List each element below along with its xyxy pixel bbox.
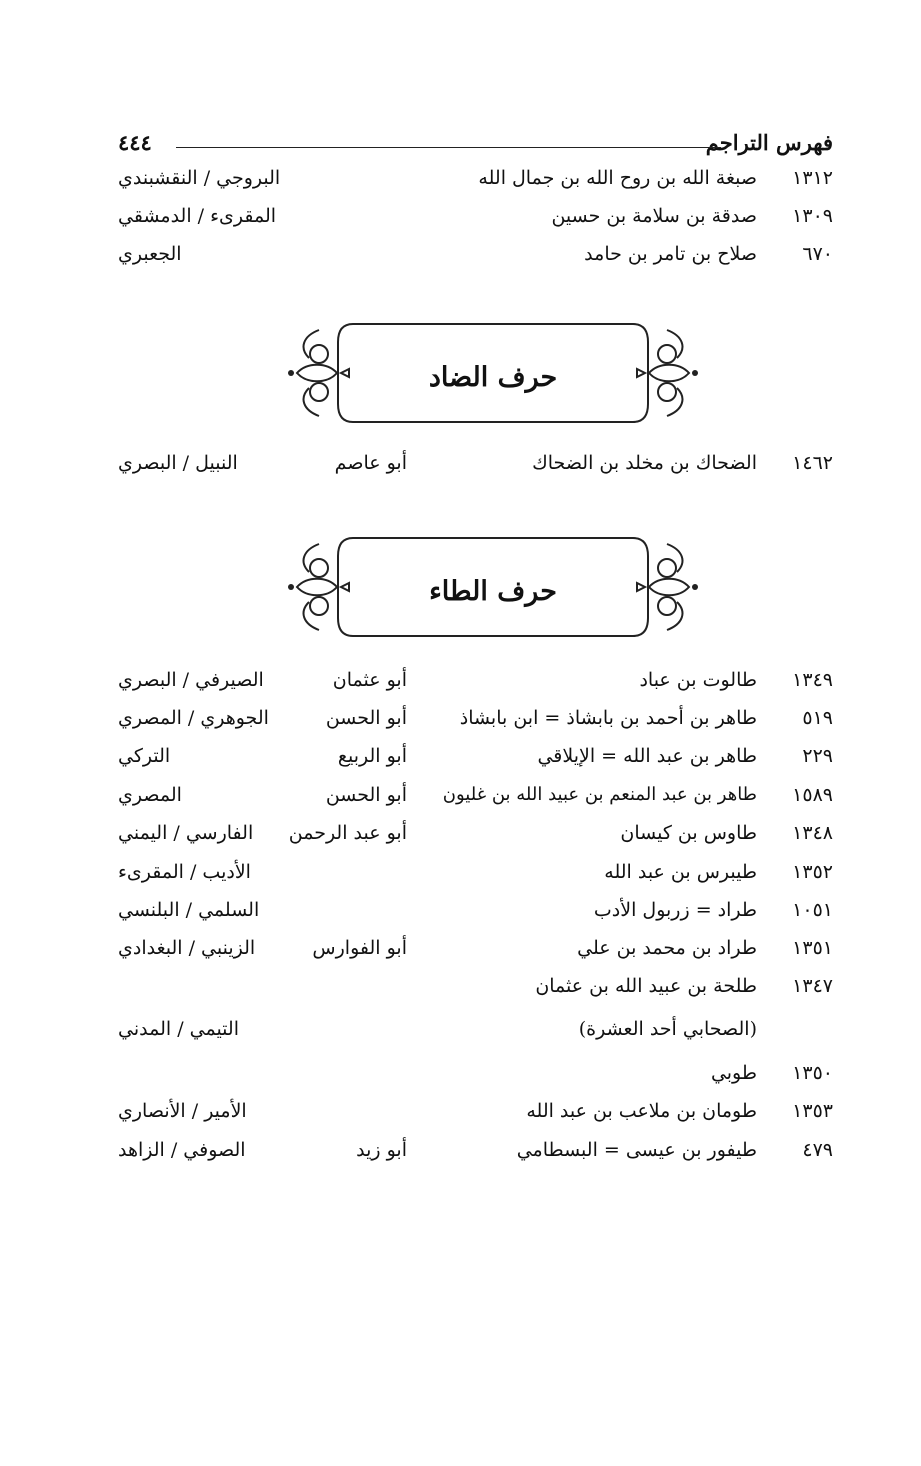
entry-nisba: المقرىء / الدمشقي <box>118 205 277 227</box>
entry-nisba: التيمي / المدني <box>118 1018 239 1040</box>
entry-number: ١٣١٢ <box>792 167 833 189</box>
index-entry <box>118 1062 833 1096</box>
entry-number: ١٣٤٨ <box>792 822 833 844</box>
section-title: حرف الطاء <box>429 576 557 607</box>
entry-number: ٦٧٠ <box>802 243 833 265</box>
entry-name: صلاح بن تامر بن حامد <box>584 243 757 265</box>
entry-name: طلحة بن عبيد الله بن عثمان <box>535 975 757 997</box>
entry-name: طاهر بن أحمد بن بابشاذ = ابن بابشاذ <box>459 707 757 729</box>
entry-name: طيبرس بن عبد الله <box>604 861 757 883</box>
entry-kunya: أبو الحسن <box>325 784 407 806</box>
entry-name: طراد بن محمد بن علي <box>577 937 757 959</box>
entry-name: طاوس بن كيسان <box>620 822 757 844</box>
entry-number: ٢٢٩ <box>802 745 833 767</box>
index-entry <box>118 784 833 818</box>
entry-nisba: الأمير / الأنصاري <box>118 1100 247 1122</box>
index-entry <box>118 243 833 277</box>
section-heading-ta <box>283 532 703 642</box>
index-entry <box>118 899 833 933</box>
entry-number: ١٤٦٢ <box>792 452 833 474</box>
entry-nisba: البروجي / النقشبندي <box>118 167 281 189</box>
entry-nisba: الجعبري <box>118 243 182 265</box>
entry-nisba: الصوفي / الزاهد <box>118 1139 246 1161</box>
index-entry <box>118 167 833 201</box>
entry-name: طاهر بن عبد الله = الإيلاقي <box>537 745 757 767</box>
entry-name: صدقة بن سلامة بن حسين <box>551 205 757 227</box>
entry-number: ١٣٠٩ <box>792 205 833 227</box>
entry-number: ١٠٥١ <box>792 899 833 921</box>
index-entry <box>118 861 833 895</box>
entry-name: طومان بن ملاعب بن عبد الله <box>526 1100 757 1122</box>
index-entry-continuation <box>118 1018 833 1052</box>
index-entry <box>118 822 833 856</box>
entry-kunya: أبو عاصم <box>334 452 407 474</box>
entry-nisba: النبيل / البصري <box>118 452 238 474</box>
entry-name: طوبي <box>710 1062 757 1084</box>
entry-name: الضحاك بن مخلد بن الضحاك <box>532 452 757 474</box>
index-entry <box>118 205 833 239</box>
entry-number: ١٣٤٧ <box>792 975 833 997</box>
page-number: ٤٤٤ <box>118 130 152 155</box>
entry-nisba: الزينبي / البغدادي <box>118 937 256 959</box>
section-heading-dad <box>283 318 703 428</box>
entry-name: طيفور بن عيسى = البسطامي <box>516 1139 757 1161</box>
entry-number: ١٣٥٢ <box>792 861 833 883</box>
entry-name: صبغة الله بن روح الله بن جمال الله <box>478 167 757 189</box>
index-entry <box>118 669 833 703</box>
entry-nisba: التركي <box>118 745 171 767</box>
entry-number: ٤٧٩ <box>802 1139 833 1161</box>
index-entry <box>118 452 833 486</box>
index-entry <box>118 975 833 1009</box>
entry-nisba: الأديب / المقرىء <box>118 861 251 883</box>
entry-number: ١٣٥١ <box>792 937 833 959</box>
entry-number: ١٥٨٩ <box>792 784 833 806</box>
entry-name: (الصحابي أحد العشرة) <box>578 1018 757 1040</box>
header-rule <box>176 147 721 148</box>
entry-kunya: أبو زيد <box>356 1139 407 1161</box>
entry-name: طاهر بن عبد المنعم بن عبيد الله بن غليون <box>442 784 757 805</box>
entry-kunya: أبو عثمان <box>332 669 407 691</box>
entry-nisba: المصري <box>118 784 182 806</box>
index-entry <box>118 745 833 779</box>
index-entry <box>118 707 833 741</box>
page-header <box>118 130 833 164</box>
entry-number: ١٣٥٠ <box>792 1062 833 1084</box>
entry-nisba: الفارسي / اليمني <box>118 822 254 844</box>
index-entry <box>118 937 833 971</box>
entry-name: طالوت بن عباد <box>639 669 757 691</box>
entry-number: ١٣٤٩ <box>792 669 833 691</box>
index-entry <box>118 1100 833 1134</box>
entry-nisba: الجوهري / المصري <box>118 707 269 729</box>
entry-nisba: الصيرفي / البصري <box>118 669 264 691</box>
index-entry <box>118 1139 833 1173</box>
section-title: حرف الضاد <box>428 362 558 393</box>
running-title: فهرس التراجم <box>705 130 833 155</box>
entry-kunya: أبو الحسن <box>325 707 407 729</box>
entry-name: طراد = زربول الأدب <box>593 899 757 921</box>
entry-number: ٥١٩ <box>802 707 833 729</box>
entry-kunya: أبو عبد الرحمن <box>288 822 407 844</box>
entry-kunya: أبو الربيع <box>337 745 407 767</box>
entry-kunya: أبو الفوارس <box>312 937 407 959</box>
entry-number: ١٣٥٣ <box>792 1100 833 1122</box>
entry-nisba: السلمي / البلنسي <box>118 899 260 921</box>
